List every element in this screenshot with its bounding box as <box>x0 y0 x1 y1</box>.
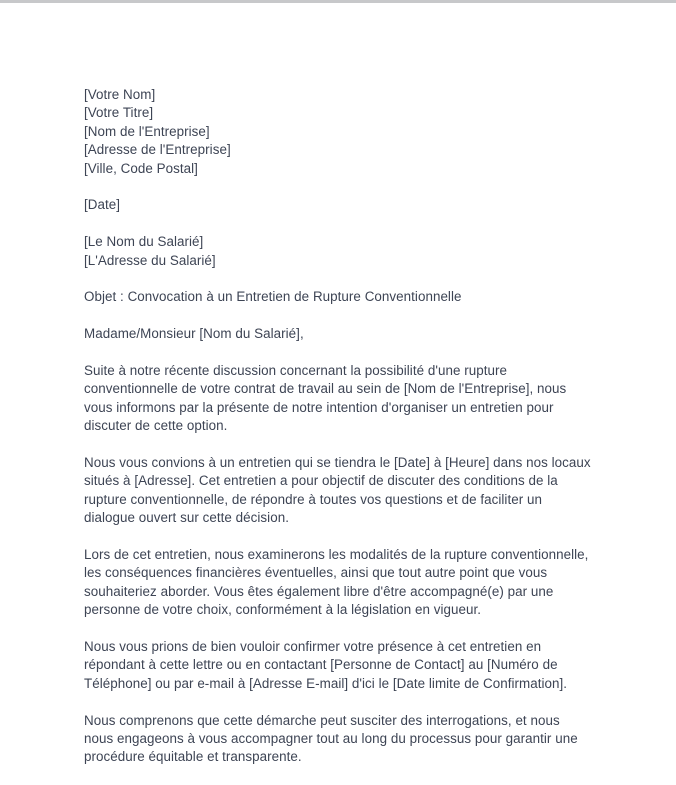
sender-line: [Nom de l'Entreprise] <box>84 123 210 139</box>
date-line: [Date] <box>84 197 121 213</box>
paragraph-line: souhaiteriez aborder. Vous êtes également libre d'être accompagné(e) par une <box>84 583 554 599</box>
salutation-block <box>84 325 604 343</box>
paragraph-line: discuter de cette option. <box>84 418 228 434</box>
body-paragraph <box>84 454 604 528</box>
sender-line: [Adresse de l'Entreprise] <box>84 142 231 158</box>
body-paragraph <box>84 638 604 693</box>
sender-line: [Votre Titre] <box>84 105 154 121</box>
body-paragraph <box>84 362 604 436</box>
salutation-line: Madame/Monsieur [Nom du Salarié], <box>84 326 304 342</box>
paragraph-line: personne de votre choix, conformément à la législation en vigueur. <box>84 602 482 618</box>
page-top-border <box>0 0 676 3</box>
recipient-line: [L'Adresse du Salarié] <box>84 252 216 268</box>
paragraph-line: Nous comprenons que cette démarche peut susciter des interrogations, et nous <box>84 712 560 728</box>
sender-line: [Ville, Code Postal] <box>84 160 198 176</box>
paragraph-line: répondant à cette lettre ou en contactant [Personne de Contact] au [Numéro de <box>84 657 558 673</box>
recipient-line: [Le Nom du Salarié] <box>84 234 204 250</box>
paragraph-line: Lors de cet entretien, nous examinerons les modalités de la rupture conventionnelle, <box>84 547 589 563</box>
body-paragraph <box>84 546 604 620</box>
paragraph-line: procédure équitable et transparente. <box>84 749 302 765</box>
date-block <box>84 196 604 214</box>
paragraph-line: rupture conventionnelle, de répondre à toutes vos questions et de faciliter un <box>84 491 542 507</box>
paragraph-line: Nous vous prions de bien vouloir confirmer votre présence à cet entretien en <box>84 639 542 655</box>
body-paragraph <box>84 712 604 767</box>
paragraph-line: nous engageons à vous accompagner tout au long du processus pour garantir une <box>84 731 578 747</box>
subject-line: Objet : Convocation à un Entretien de Rupture Conventionnelle <box>84 289 462 305</box>
subject-block <box>84 288 604 306</box>
sender-block <box>84 86 604 178</box>
paragraph-line: Suite à notre récente discussion concernant la possibilité d'une rupture <box>84 363 508 379</box>
letter-document <box>84 86 604 785</box>
recipient-block <box>84 233 604 270</box>
paragraph-line: situés à [Adresse]. Cet entretien a pour objectif de discuter des conditions de la <box>84 473 558 489</box>
paragraph-line: les conséquences financières éventuelles, ainsi que tout autre point que vous <box>84 565 548 581</box>
paragraph-line: conventionnelle de votre contrat de travail au sein de [Nom de l'Entreprise], nous <box>84 381 567 397</box>
paragraph-line: Téléphone] ou par e-mail à [Adresse E-mail] d'ici le [Date limite de Confirmation]. <box>84 675 568 691</box>
paragraph-line: vous informons par la présente de notre intention d'organiser un entretien pour <box>84 399 554 415</box>
sender-line: [Votre Nom] <box>84 87 156 102</box>
paragraph-line: Nous vous convions à un entretien qui se tiendra le [Date] à [Heure] dans nos locaux <box>84 455 591 471</box>
paragraph-line: dialogue ouvert sur cette décision. <box>84 510 289 526</box>
